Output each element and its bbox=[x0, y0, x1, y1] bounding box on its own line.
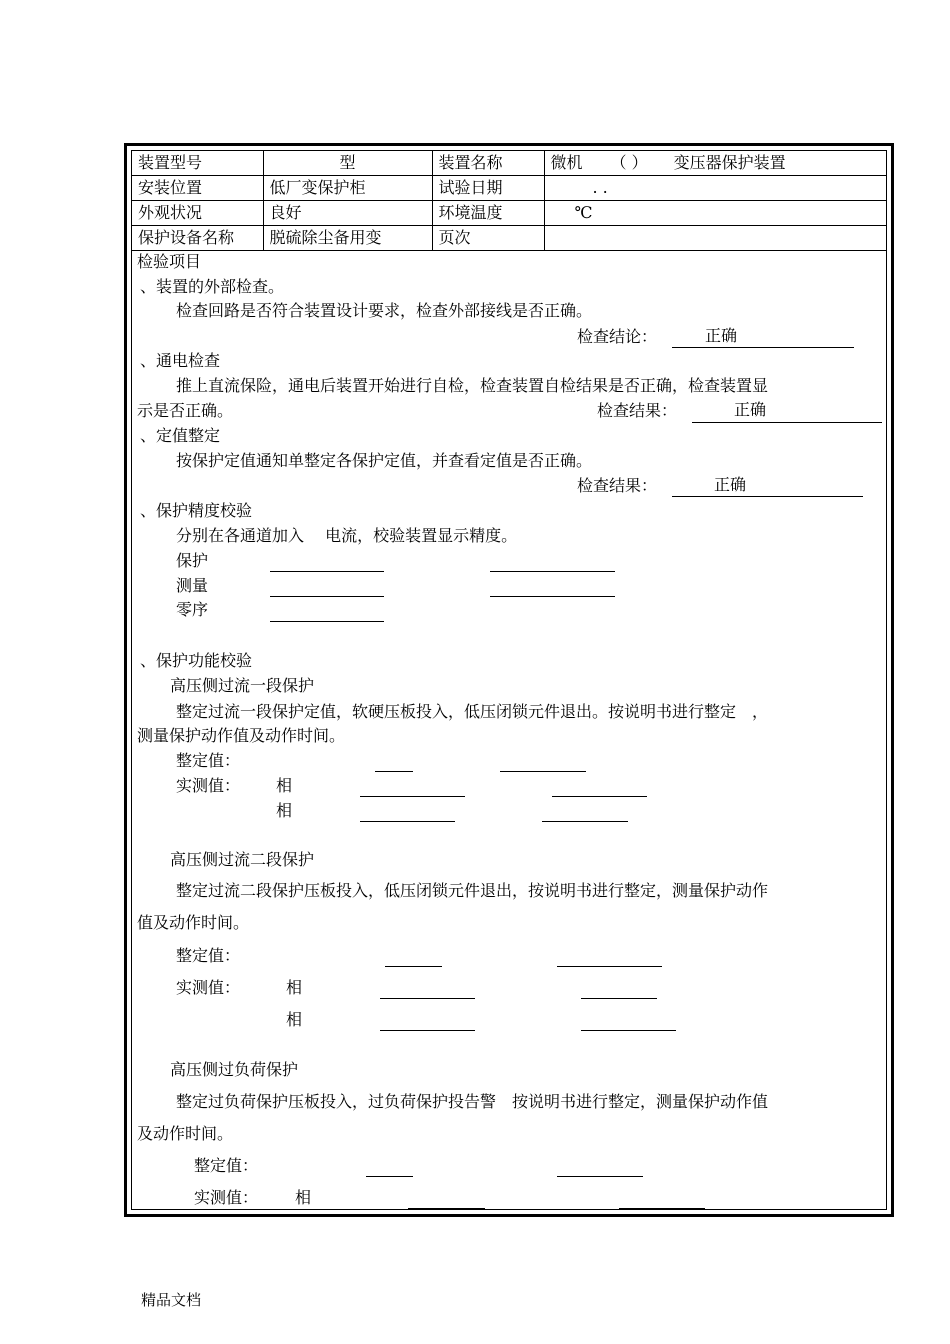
value-appearance: 良好 bbox=[263, 201, 432, 226]
s1-result-value: 正确 bbox=[704, 326, 737, 345]
s5b-set-blank-1 bbox=[385, 966, 442, 967]
s1-heading: 、装置的外部检查。 bbox=[140, 277, 285, 296]
header-row-device-model bbox=[132, 151, 886, 176]
s5a-phase1-label: 相 bbox=[276, 776, 293, 795]
s5a-set-blank-2 bbox=[500, 771, 586, 772]
s5b-phase1-blank-2 bbox=[581, 998, 657, 999]
s3-text: 按保护定值通知单整定各保护定值，并查看定值是否正确。 bbox=[176, 451, 593, 470]
value-device-model bbox=[263, 151, 432, 176]
s5-heading: 、保护功能校验 bbox=[140, 651, 253, 670]
s5a-text-line1: 整定过流一段保护定值，软硬压板投入，低压闭锁元件退出。按说明书进行整定 ， bbox=[176, 702, 769, 721]
s5c-phase1-blank-2 bbox=[619, 1208, 705, 1209]
s5c-title: 高压侧过负荷保护 bbox=[170, 1060, 299, 1079]
s4-row-protection-label: 保护 bbox=[176, 551, 209, 570]
value-ambient-temp bbox=[544, 201, 886, 226]
s4-text: 分别在各通道加入 电流，校验装置显示精度。 bbox=[176, 526, 518, 545]
s5b-title: 高压侧过流二段保护 bbox=[170, 850, 315, 869]
s4-row-measure-label: 测量 bbox=[176, 576, 209, 595]
s5b-text-line2: 值及动作时间。 bbox=[137, 913, 250, 932]
s4-heading: 、保护精度校验 bbox=[140, 501, 253, 520]
s4-protection-blank-2 bbox=[490, 571, 615, 572]
s5c-set-blank-1 bbox=[366, 1176, 413, 1177]
footer-text: 精品文档 bbox=[141, 1291, 202, 1309]
s5b-phase1-label: 相 bbox=[286, 978, 303, 997]
s3-result-value: 正确 bbox=[713, 475, 746, 494]
s3-result-underline bbox=[672, 496, 863, 497]
label-install-location: 安装位置 bbox=[132, 176, 263, 201]
s5b-phase1-blank-1 bbox=[380, 998, 475, 999]
header-row-install-location bbox=[132, 176, 886, 201]
inspection-items-title: 检验项目 bbox=[137, 252, 202, 271]
header-table bbox=[132, 151, 886, 251]
s5c-meas-label: 实测值： bbox=[194, 1188, 259, 1207]
value-test-date-text: . . bbox=[592, 178, 608, 197]
s5a-phase1-blank-2 bbox=[552, 796, 647, 797]
s5a-phase1-blank-1 bbox=[360, 796, 465, 797]
s5c-set-label: 整定值： bbox=[194, 1156, 259, 1175]
value-device-name bbox=[544, 151, 886, 176]
s5b-phase2-blank-1 bbox=[380, 1030, 475, 1031]
label-protection-equipment: 保护设备名称 bbox=[132, 226, 263, 251]
header-row-appearance bbox=[132, 201, 886, 226]
value-page-number bbox=[544, 226, 886, 251]
value-device-name-c: 变压器保护装置 bbox=[673, 153, 786, 172]
s2-result-underline bbox=[692, 422, 882, 423]
s5b-phase2-label: 相 bbox=[286, 1010, 303, 1029]
label-test-date: 试验日期 bbox=[432, 176, 544, 201]
value-device-name-a: 微机 bbox=[550, 153, 583, 172]
s5b-phase2-blank-2 bbox=[581, 1030, 676, 1031]
value-device-model-text: 型 bbox=[339, 153, 356, 172]
s5b-text-line1: 整定过流二段保护压板投入，低压闭锁元件退出，按说明书进行整定，测量保护动作 bbox=[176, 881, 769, 900]
s5c-phase1-label: 相 bbox=[295, 1188, 312, 1207]
s5c-text-line2: 及动作时间。 bbox=[137, 1124, 234, 1143]
s5a-meas-label: 实测值： bbox=[176, 776, 241, 795]
s2-heading: 、通电检查 bbox=[140, 351, 221, 370]
s4-row-zero-label: 零序 bbox=[176, 600, 209, 619]
s5c-phase1-blank-1 bbox=[408, 1208, 485, 1209]
s5a-text-line2: 测量保护动作值及动作时间。 bbox=[137, 726, 346, 745]
s5a-title: 高压侧过流一段保护 bbox=[170, 676, 315, 695]
s2-text-line2: 示是否正确。 bbox=[137, 401, 234, 420]
s4-measure-blank-1 bbox=[270, 596, 384, 597]
s2-result-label: 检查结果： bbox=[597, 401, 678, 420]
value-install-location: 低厂变保护柜 bbox=[263, 176, 432, 201]
value-test-date bbox=[544, 176, 886, 201]
s3-result-label: 检查结果： bbox=[577, 476, 658, 495]
value-device-name-b: （ ） bbox=[610, 153, 648, 172]
s5a-set-label: 整定值： bbox=[176, 751, 241, 770]
s5a-phase2-label: 相 bbox=[276, 801, 293, 820]
s5c-text-line1: 整定过负荷保护压板投入，过负荷保护投告警 按说明书进行整定，测量保护动作值 bbox=[176, 1092, 769, 1111]
s1-text: 检查回路是否符合装置设计要求，检查外部接线是否正确。 bbox=[176, 301, 593, 320]
s4-protection-blank-1 bbox=[270, 571, 384, 572]
header-row-protection-equipment bbox=[132, 226, 886, 251]
s2-text-line1: 推上直流保险，通电后装置开始进行自检，检查装置自检结果是否正确，检查装置显 bbox=[176, 376, 769, 395]
s5a-phase2-blank-2 bbox=[542, 821, 628, 822]
value-ambient-temp-text: ℃ bbox=[574, 203, 593, 222]
label-ambient-temp: 环境温度 bbox=[432, 201, 544, 226]
s4-zero-blank-1 bbox=[270, 621, 384, 622]
label-device-model: 装置型号 bbox=[132, 151, 263, 176]
s5a-phase2-blank-1 bbox=[360, 821, 455, 822]
label-appearance: 外观状况 bbox=[132, 201, 263, 226]
s5b-set-blank-2 bbox=[557, 966, 662, 967]
s5b-set-label: 整定值： bbox=[176, 946, 241, 965]
label-device-name: 装置名称 bbox=[432, 151, 544, 176]
s4-measure-blank-2 bbox=[490, 596, 615, 597]
s5b-meas-label: 实测值： bbox=[176, 978, 241, 997]
label-page-number: 页次 bbox=[432, 226, 544, 251]
s2-result-value: 正确 bbox=[733, 400, 766, 419]
s3-heading: 、定值整定 bbox=[140, 426, 221, 445]
value-protection-equipment: 脱硫除尘备用变 bbox=[263, 226, 432, 251]
s1-result-underline bbox=[672, 347, 854, 348]
s1-result-label: 检查结论： bbox=[577, 327, 658, 346]
s5c-set-blank-2 bbox=[557, 1176, 643, 1177]
s5a-set-blank-1 bbox=[375, 771, 413, 772]
